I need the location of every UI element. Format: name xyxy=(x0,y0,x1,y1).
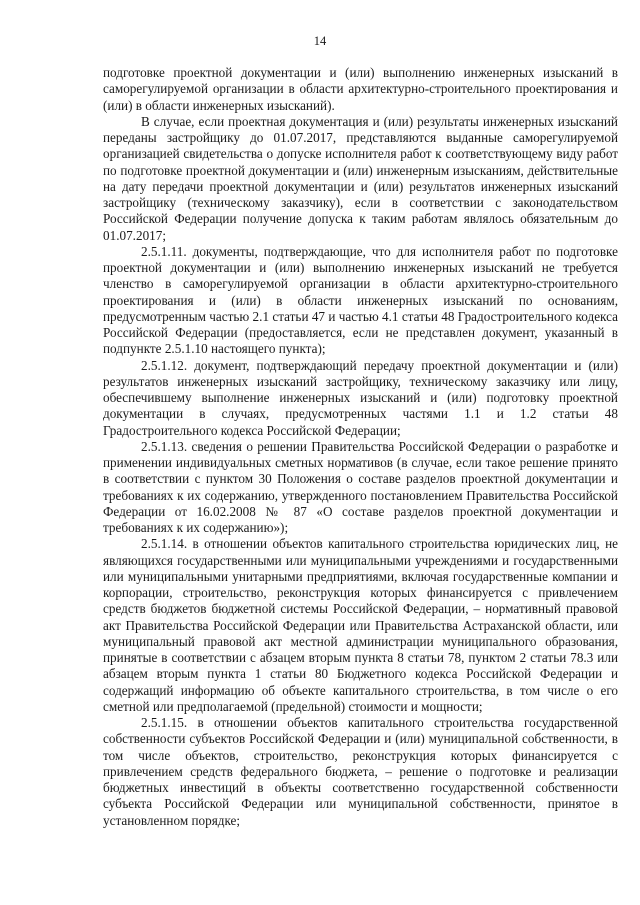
paragraph-transfer-note: В случае, если проектная документация и (или) результаты инженерных изысканий переданы застройщику до 01.07.2017, представляются выданные саморегулируемой организацией свидетельства о допуске исполнителя работ к соответствующему виду работ по подготовке проектной документации и (или) инженерным изысканиям, действительные на дату передачи проектной документации и (или) результатов инженерных изысканий застройщику (техническому заказчику), если в соответствии с законодательством Российской Федерации получение допуска к таким работам являлось обязательным до 01.07.2017; xyxy=(103,113,618,243)
document-body xyxy=(103,65,618,829)
paragraph-item-2-5-1-14: 2.5.1.14. в отношении объектов капитального строительства юридических лиц, не являющихся государственными или муниципальными учреждениями и государственными или муниципальными унитарными предприятиями, включая государственные компании и корпорации, строительство, реконструкция которых финансируется с привлечением средств бюджетов бюджетной системы Российской Федерации, – нормативный правовой акт Правительства Российской Федерации или Правительства Астраханской области, или муниципальный правовой акт местной администрации муниципального образования, принятые в соответствии с абзацем вторым пункта 8 статьи 78, пунктом 2 статьи 78.3 или абзацем вторым пункта 1 статьи 80 Бюджетного кодекса Российской Федерации и содержащий информацию об объекте капитального строительства, в том числе о его сметной или предполагаемой (предельной) стоимости и мощности; xyxy=(103,536,618,714)
paragraph-continuation: подготовке проектной документации и (или) выполнению инженерных изысканий в саморегулируемой организации в области архитектурно-строительного проектирования и (или) в области инженерных изысканий). xyxy=(103,65,618,113)
paragraph-item-2-5-1-11: 2.5.1.11. документы, подтверждающие, что для исполнителя работ по подготовке проектной документации и (или) выполнению инженерных изысканий не требуется членство в саморегулируемой организации в области архитектурно-строительного проектирования и (или) в области инженерных изысканий по основаниям, предусмотренным частью 2.1 статьи 47 и частью 4.1 статьи 48 Градостроительного кодекса Российской Федерации (предоставляется, если не представлен документ, указанный в подпункте 2.5.1.10 настоящего пункта); xyxy=(103,243,618,357)
page-number: 14 xyxy=(313,34,327,48)
paragraph-item-2-5-1-12: 2.5.1.12. документ, подтверждающий передачу проектной документации и (или) результатов инженерных изысканий застройщику, техническому заказчику или лицу, обеспечившему выполнение инженерных изысканий и (или) подготовку проектной документации в случаях, предусмотренных частями 1.1 и 1.2 статьи 48 Градостроительного кодекса Российской Федерации; xyxy=(103,357,618,438)
paragraph-item-2-5-1-13: 2.5.1.13. сведения о решении Правительства Российской Федерации о разработке и применении индивидуальных сметных нормативов (в случае, если такое решение принято в соответствии с пунктом 30 Положения о составе разделов проектной документации и требованиях к их содержанию, утвержденного постановлением Правительства Российской Федерации от 16.02.2008 № 87 «О составе разделов проектной документации и требованиях к их содержанию»); xyxy=(103,438,618,535)
paragraph-item-2-5-1-15: 2.5.1.15. в отношении объектов капитального строительства государственной собственности субъектов Российской Федерации и (или) муниципальной собственности, в том числе объектов, строительство, реконструкция которых финансируется с привлечением средств федерального бюджета, – решение о подготовке и реализации бюджетных инвестиций в объекты соответственно государственной собственности субъекта Российской Федерации или муниципальной собственности, принятое в установленном порядке; xyxy=(103,715,618,828)
